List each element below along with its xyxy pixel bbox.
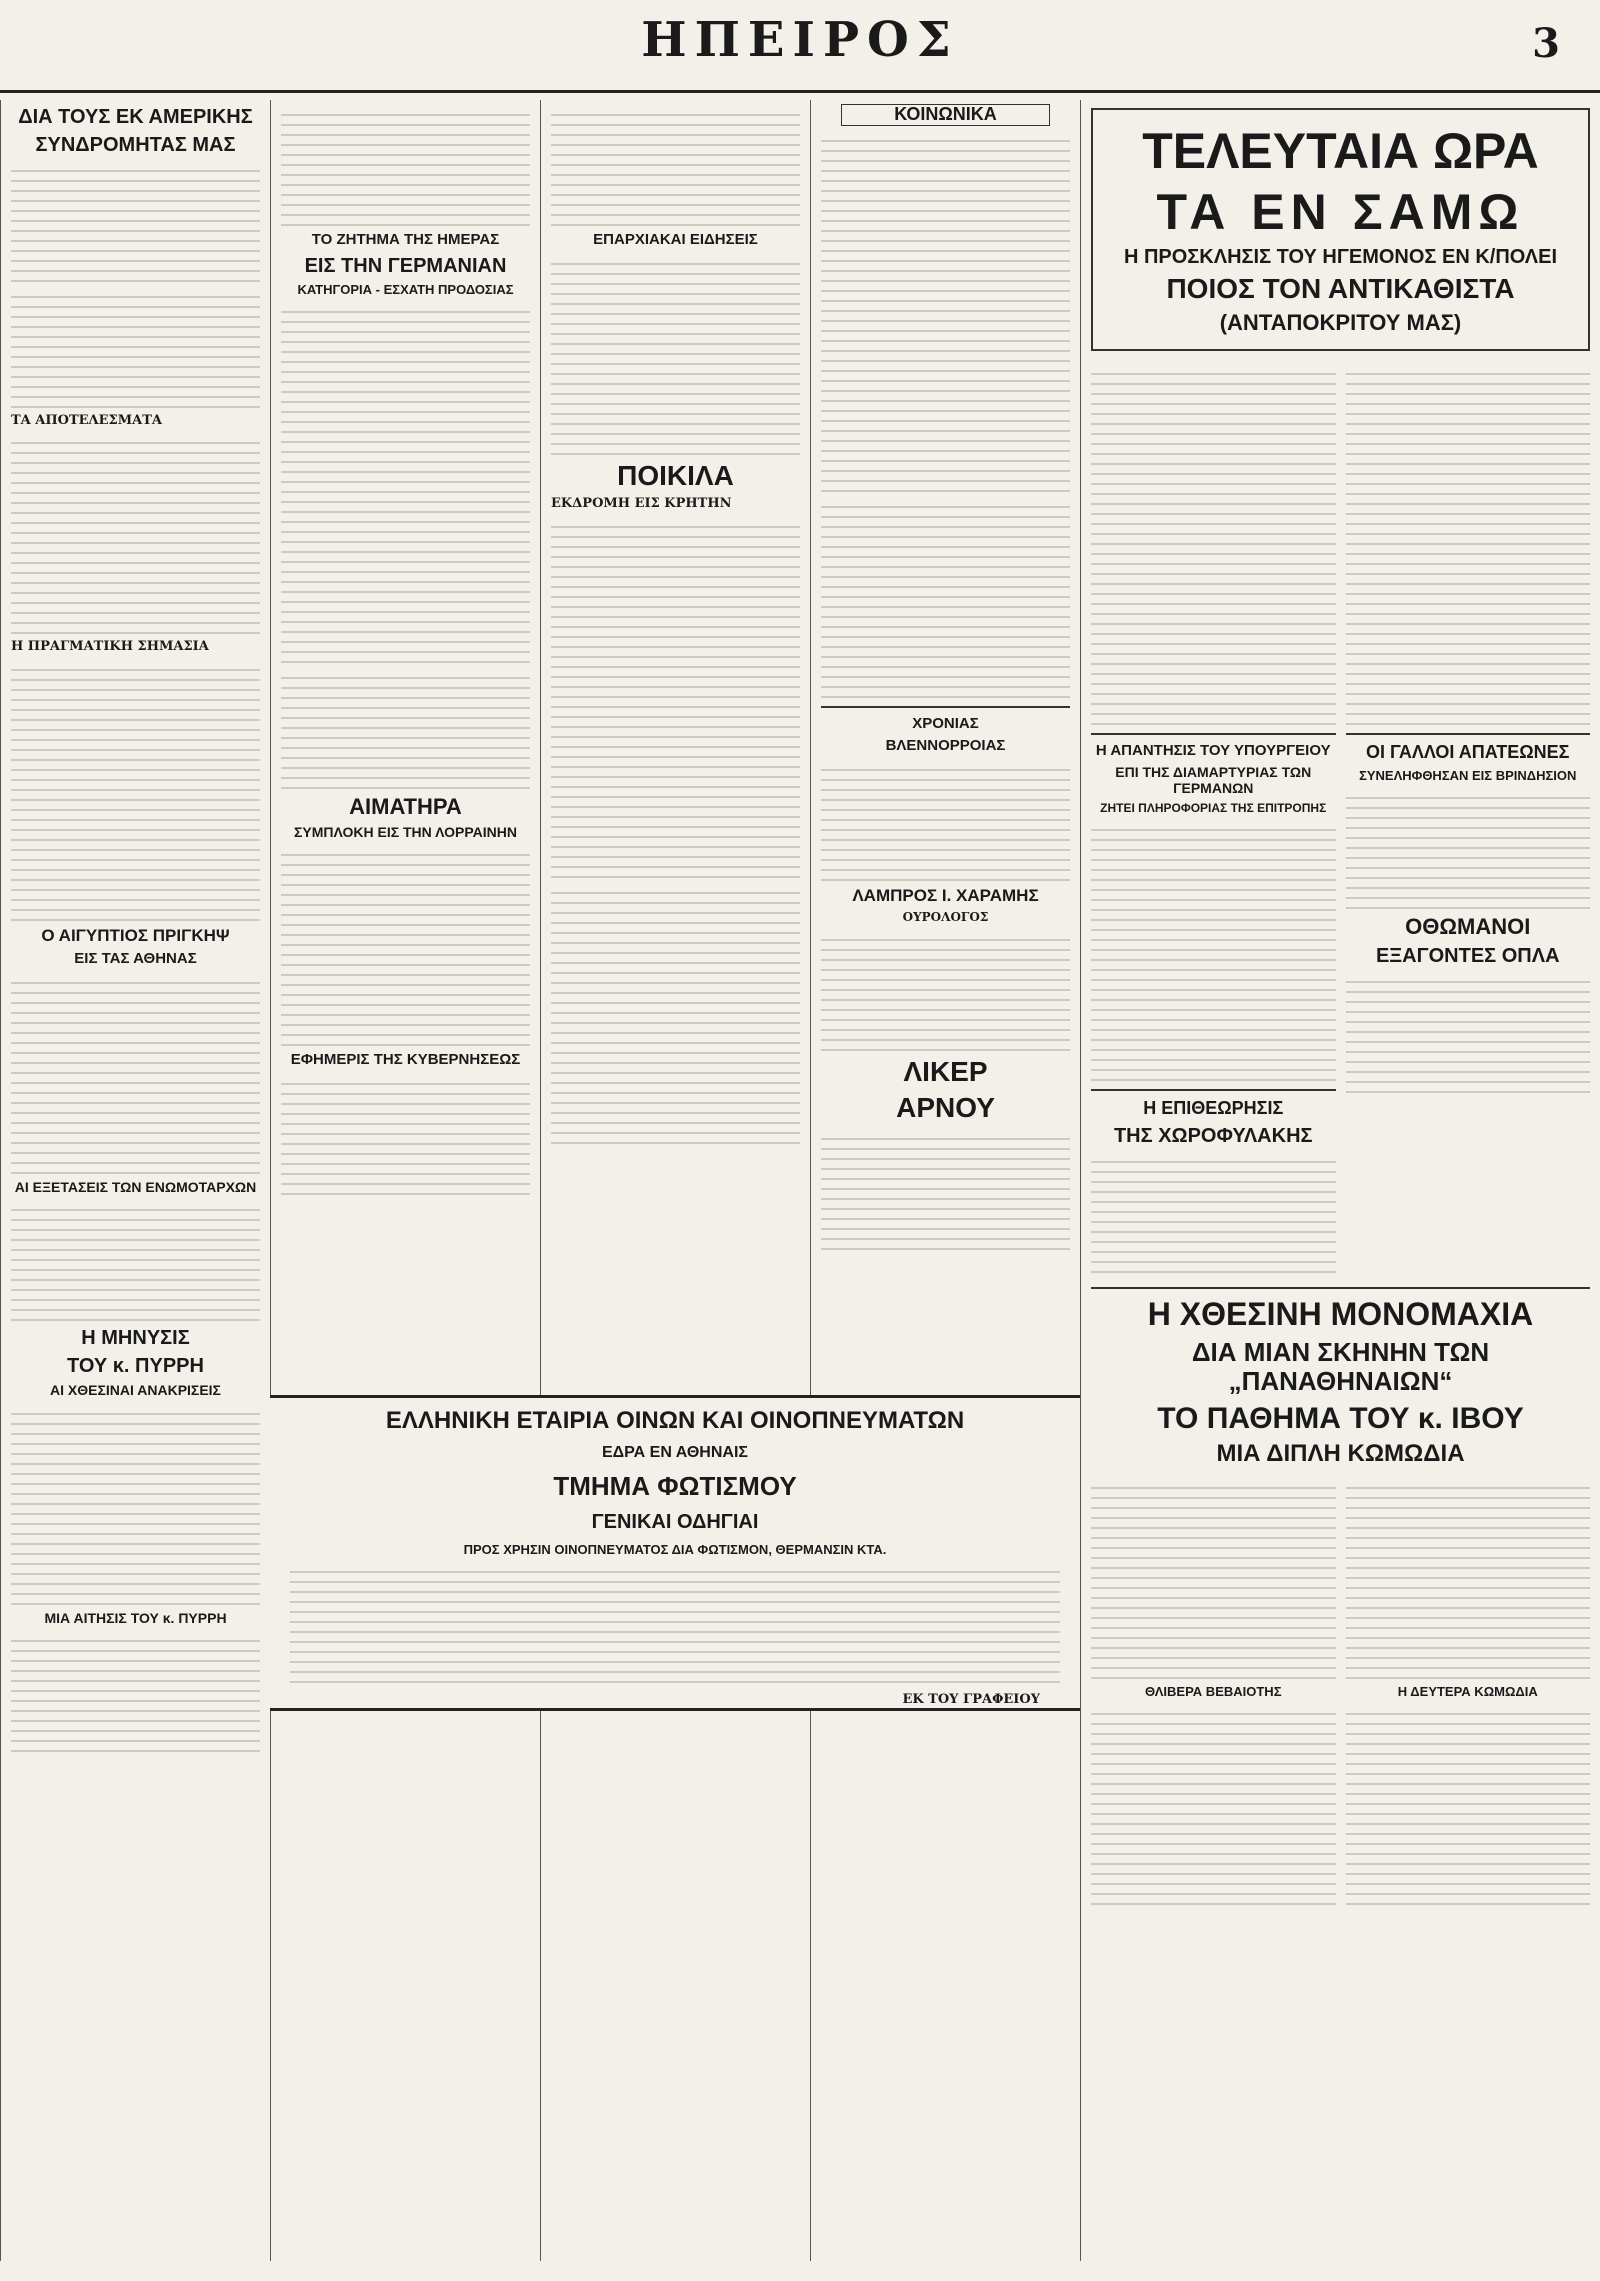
article-body bbox=[821, 931, 1070, 1051]
article-body bbox=[281, 1075, 530, 1195]
newspaper-title: ΗΠΕΙΡΟΣ bbox=[641, 12, 959, 68]
ad-body bbox=[290, 1563, 1060, 1683]
heading-col5-5: (ΑΝΤΑΠΟΚΡΙΤΟΥ ΜΑΣ) bbox=[1219, 309, 1462, 335]
column-4 bbox=[810, 100, 1080, 2261]
ad-seat: ΕΔΡΑ ΕΝ ΑΘΗΝΑΙΣ bbox=[601, 1444, 748, 1462]
heading-col1-3: Η ΠΡΑΓΜΑΤΙΚΗ ΣΗΜΑΣΙΑ bbox=[11, 639, 209, 655]
heading-col5-7b: ΣΥΝΕΛΗΦΘΗΣΑΝ ΕΙΣ ΒΡΙΝΔΗΣΙΟΝ bbox=[1359, 767, 1577, 783]
article-body bbox=[11, 1632, 260, 1752]
heading-col5-11: ΔΙΑ ΜΙΑΝ ΣΚΗΝΗΝ ΤΩΝ „ΠΑΝΑΘΗΝΑΙΩΝ“ bbox=[1191, 1337, 1490, 1397]
heading-col2-2: ΑΙΜΑΤΗΡΑ bbox=[349, 793, 462, 819]
heading-col1-7: ΜΙΑ ΑΙΤΗΣΙΣ ΤΟΥ κ. ΠΥΡΡΗ bbox=[44, 1609, 227, 1626]
heading-col4-3b: ΟΥΡΟΛΟΓΟΣ bbox=[902, 910, 989, 925]
heading-col1-6b: ΤΟΥ κ. ΠΥΡΡΗ bbox=[67, 1355, 204, 1378]
ad-department: ΤΜΗΜΑ ΦΩΤΙΣΜΟΥ bbox=[553, 1470, 797, 1501]
heading-col5-8b: ΕΞΑΓΟΝΤΕΣ ΟΠΛΑ bbox=[1375, 945, 1560, 968]
article-body bbox=[281, 303, 530, 663]
heading-col5-8: ΟΘΩΜΑΝΟΙ bbox=[1405, 914, 1531, 940]
heading-col5-14: ΘΛΙΒΕΡΑ ΒΕΒΑΙΟΤΗΣ bbox=[1145, 1684, 1282, 1700]
ad-subtitle: ΠΡΟΣ ΧΡΗΣΙΝ ΟΙΝΟΠΝΕΥΜΑΤΟΣ ΔΙΑ ΦΩΤΙΣΜΟΝ, ΘΕΡΜΑΝΣΙΝ ΚΤΑ. bbox=[463, 1541, 887, 1557]
page-number: 3 bbox=[1532, 20, 1560, 67]
column-2 bbox=[270, 100, 540, 2261]
heading-col4-2b: ΒΛΕΝΝΟΡΡΟΙΑΣ bbox=[885, 737, 1006, 755]
article-body bbox=[551, 884, 800, 1144]
heading-col1-5: ΑΙ ΕΞΕΤΑΣΕΙΣ ΤΩΝ ΕΝΩΜΟΤΑΡΧΩΝ bbox=[14, 1178, 257, 1195]
heading-col5-2: ΤΑ ΕΝ ΣΑΜΩ bbox=[1156, 184, 1525, 240]
article-body bbox=[11, 434, 260, 634]
article-body bbox=[1091, 1479, 1336, 1679]
heading-col1-2: ΤΑ ΑΠΟΤΕΛΕΣΜΑΤΑ bbox=[11, 413, 162, 428]
ad-instructions-title: ΓΕΝΙΚΑΙ ΟΔΗΓΙΑΙ bbox=[591, 1510, 759, 1533]
article-body bbox=[1091, 821, 1336, 1081]
heading-col5-4: ΠΟΙΟΣ ΤΟΝ ΑΝΤΙΚΑΘΙΣΤΑ bbox=[1166, 273, 1515, 304]
heading-col5-10: Η ΧΘΕΣΙΝΗ ΜΟΝΟΜΑΧΙΑ bbox=[1147, 1296, 1534, 1333]
heading-col1-4b: ΕΙΣ ΤΑΣ ΑΘΗΝΑΣ bbox=[74, 950, 197, 968]
heading-col2-1: ΤΟ ΖΗΤΗΜΑ ΤΗΣ ΗΜΕΡΑΣ bbox=[311, 231, 500, 248]
divider bbox=[821, 706, 1070, 708]
heading-col5-1: ΤΕΛΕΥΤΑΙΑ ΩΡΑ bbox=[1142, 123, 1539, 179]
heading-col5-9b: ΤΗΣ ΧΩΡΟΦΥΛΑΚΗΣ bbox=[1113, 1125, 1313, 1148]
heading-col1-6: Η ΜΗΝΥΣΙΣ bbox=[81, 1327, 190, 1350]
article-body bbox=[11, 661, 260, 921]
heading-col3-2: ΠΟΙΚΙΛΑ bbox=[617, 459, 734, 491]
article-body bbox=[1091, 1705, 1336, 1905]
heading-col1-6c: ΑΙ ΧΘΕΣΙΝΑΙ ΑΝΑΚΡΙΣΕΙΣ bbox=[50, 1382, 221, 1399]
heading-col2-3: ΕΦΗΜΕΡΙΣ ΤΗΣ ΚΥΒΕΡΝΗΣΕΩΣ bbox=[290, 1051, 521, 1069]
masthead bbox=[0, 0, 1600, 93]
article-body bbox=[1346, 973, 1591, 1093]
article-body bbox=[821, 1130, 1070, 1250]
article-body bbox=[1091, 1153, 1336, 1273]
article-body bbox=[281, 669, 530, 789]
heading-col5-6c: ΖΗΤΕΙ ΠΛΗΡΟΦΟΡΙΑΣ ΤΗΣ ΕΠΙΤΡΟΠΗΣ bbox=[1100, 801, 1327, 816]
article-body bbox=[821, 498, 1070, 698]
heading-col5-6: Η ΑΠΑΝΤΗΣΙΣ ΤΟΥ ΥΠΟΥΡΓΕΙΟΥ bbox=[1095, 741, 1331, 759]
article-body bbox=[821, 761, 1070, 881]
heading-col5-13: ΜΙΑ ΔΙΠΛΗ ΚΩΜΩΔΙΑ bbox=[1216, 1439, 1465, 1467]
column-3 bbox=[540, 100, 810, 2261]
article-body bbox=[11, 1201, 260, 1321]
article-body bbox=[11, 162, 260, 282]
heading-col2-2b: ΣΥΜΠΛΟΚΗ ΕΙΣ ΤΗΝ ΛΟΡΡΑΙΝΗΝ bbox=[294, 823, 517, 840]
article-body bbox=[11, 1405, 260, 1605]
heading-col4-4: ΛΙΚΕΡ bbox=[903, 1055, 988, 1087]
heading-col5-12: ΤΟ ΠΑΘΗΜΑ ΤΟΥ κ. ΙΒΟΥ bbox=[1157, 1401, 1524, 1435]
heading-col1-4: Ο ΑΙΓΥΠΤΙΟΣ ΠΡΙΓΚΗΨ bbox=[41, 925, 230, 945]
article-body bbox=[551, 106, 800, 226]
heading-col5-9: Η ΕΠΙΘΕΩΡΗΣΙΣ bbox=[1143, 1098, 1284, 1119]
heading-col2-1b: ΕΙΣ ΤΗΝ ΓΕΡΜΑΝΙΑΝ bbox=[304, 254, 507, 277]
heading-col5-7: ΟΙ ΓΑΛΛΟΙ ΑΠΑΤΕΩΝΕΣ bbox=[1366, 741, 1570, 762]
article-body bbox=[1346, 1479, 1591, 1679]
article-body bbox=[1346, 789, 1591, 909]
article-body bbox=[1346, 1705, 1591, 1905]
article-body bbox=[1091, 365, 1336, 725]
article-body bbox=[281, 846, 530, 1046]
heading-col1-1b: ΣΥΝΔΡΟΜΗΤΑΣ ΜΑΣ bbox=[35, 134, 236, 156]
article-body bbox=[281, 106, 530, 226]
article-body bbox=[11, 288, 260, 408]
heading-col1-1: ΔΙΑ ΤΟΥΣ ΕΚ ΑΜΕΡΙΚΗΣ bbox=[18, 106, 253, 128]
heading-col5-15: Η ΔΕΥΤΕΡΑ ΚΩΜΩΔΙΑ bbox=[1397, 1684, 1538, 1700]
article-body bbox=[551, 518, 800, 878]
heading-col5-6b: ΕΠΙ ΤΗΣ ΔΙΑΜΑΡΤΥΡΙΑΣ ΤΩΝ ΓΕΡΜΑΝΩΝ bbox=[1115, 764, 1312, 796]
heading-col2-1c: ΚΑΤΗΓΟΡΙΑ - ΕΣΧΑΤΗ ΠΡΟΔΟΣΙΑΣ bbox=[297, 281, 514, 297]
column-5 bbox=[1080, 100, 1600, 2261]
article-body bbox=[11, 974, 260, 1174]
divider bbox=[1091, 733, 1336, 735]
heading-col4-3: ΛΑΜΠΡΟΣ Ι. ΧΑΡΑΜΗΣ bbox=[852, 885, 1039, 905]
article-body bbox=[551, 255, 800, 455]
headline-box bbox=[1091, 108, 1590, 351]
divider bbox=[1346, 733, 1591, 735]
heading-col4-4b: ΑΡΝΟΥ bbox=[896, 1092, 995, 1124]
article-body bbox=[821, 132, 1070, 492]
divider bbox=[1091, 1089, 1336, 1091]
heading-col3-1: ΕΠΑΡΧΙΑΚΑΙ ΕΙΔΗΣΕΙΣ bbox=[593, 231, 758, 248]
heading-col5-3: Η ΠΡΟΣΚΛΗΣΙΣ ΤΟΥ ΗΓΕΜΟΝΟΣ ΕΝ Κ/ΠΟΛΕΙ bbox=[1123, 246, 1558, 268]
advertisement-banner bbox=[270, 1395, 1080, 1711]
column-1 bbox=[0, 100, 270, 2261]
heading-col3-3: ΕΚΔΡΟΜΗ ΕΙΣ ΚΡΗΤΗΝ bbox=[551, 496, 732, 512]
divider bbox=[1091, 1287, 1590, 1289]
article-body bbox=[1346, 365, 1591, 725]
heading-col4-1: ΚΟΙΝΩΝΙΚΑ bbox=[841, 104, 1050, 126]
heading-col4-2: ΧΡΟΝΙΑΣ bbox=[912, 714, 979, 732]
ad-footer: ΕΚ ΤΟΥ ΓΡΑΦΕΙΟΥ bbox=[902, 1691, 1040, 1707]
ad-company-name: ΕΛΛΗΝΙΚΗ ΕΤΑΙΡΙΑ ΟΙΝΩΝ ΚΑΙ ΟΙΝΟΠΝΕΥΜΑΤΩΝ bbox=[385, 1407, 965, 1434]
